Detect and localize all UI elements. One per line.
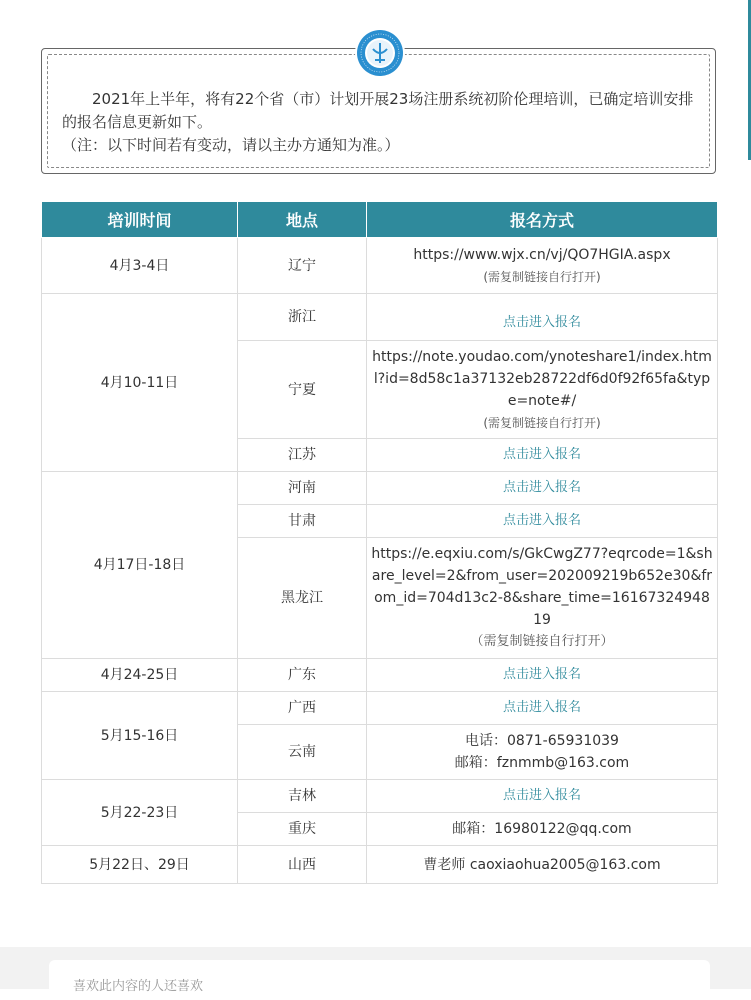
place-cell: 黑龙江 (238, 538, 367, 659)
date-cell: 4月10-11日 (42, 294, 238, 472)
place-cell: 江苏 (238, 439, 367, 472)
date-cell: 4月17日-18日 (42, 472, 238, 659)
training-schedule-table (41, 201, 718, 884)
copy-note: (需复制链接自行打开) (483, 269, 601, 284)
place-cell: 浙江 (238, 294, 367, 341)
signup-link[interactable]: 点击进入报名 (502, 700, 581, 715)
signup-cell (367, 505, 718, 538)
table-row (42, 238, 718, 294)
email-text[interactable]: 邮箱：fznmmb@163.com (454, 755, 630, 771)
signup-link[interactable]: 点击进入报名 (502, 447, 581, 462)
signup-link[interactable]: 点击进入报名 (502, 513, 581, 528)
copy-note: (需复制链接自行打开) (483, 415, 601, 430)
signup-cell (367, 813, 718, 846)
place-cell: 甘肃 (238, 505, 367, 538)
table-row (42, 780, 718, 813)
signup-cell (367, 238, 718, 294)
place-cell: 山西 (238, 846, 367, 884)
date-cell: 5月22-23日 (42, 780, 238, 846)
phone-text: 电话：0871-65931039 (465, 733, 619, 749)
signup-link[interactable]: 点击进入报名 (502, 480, 581, 495)
related-content-card (49, 960, 710, 1000)
notice-line-2: （注：以下时间若有变动，请以主办方通知为准。） (62, 136, 400, 154)
related-content-label: 喜欢此内容的人还喜欢 (73, 979, 204, 994)
date-cell: 5月22日、29日 (42, 846, 238, 884)
signup-cell (367, 472, 718, 505)
notice-text (62, 88, 702, 157)
place-cell: 宁夏 (238, 341, 367, 439)
table-row (42, 472, 718, 505)
date-cell: 5月15-16日 (42, 692, 238, 780)
table-row (42, 294, 718, 341)
signup-cell (367, 439, 718, 472)
header-signup: 报名方式 (367, 202, 718, 238)
signup-cell (367, 780, 718, 813)
association-emblem-icon (354, 27, 406, 79)
signup-url[interactable]: https://e.eqxiu.com/s/GkCwgZ77?eqrcode=1&share_level=2&from_user=202009219b652e30&from_id=704d13c2-8&share_time=1616732494819 (371, 546, 713, 628)
contact-text[interactable]: 曹老师 caoxiaohua2005@163.com (423, 856, 661, 873)
signup-cell (367, 341, 718, 439)
table-row (42, 659, 718, 692)
place-cell: 河南 (238, 472, 367, 505)
date-cell: 4月24-25日 (42, 659, 238, 692)
email-text[interactable]: 邮箱：16980122@qq.com (452, 821, 632, 837)
notice-line-1: 2021年上半年，将有22个省（市）计划开展23场注册系统初阶伦理培训，已确定培训安排的报名信息更新如下。 (62, 90, 694, 131)
signup-cell (367, 692, 718, 725)
place-cell: 广东 (238, 659, 367, 692)
table-row (42, 692, 718, 725)
header-place: 地点 (238, 202, 367, 238)
signup-url[interactable]: https://note.youdao.com/ynoteshare1/index.html?id=8d58c1a37132eb28722df6d0f92f65fa&type=note#/ (372, 348, 712, 409)
signup-link[interactable]: 点击进入报名 (502, 315, 581, 330)
copy-note: （需复制链接自行打开） (470, 634, 614, 649)
signup-link[interactable]: 点击进入报名 (502, 788, 581, 803)
place-cell: 吉林 (238, 780, 367, 813)
place-cell: 重庆 (238, 813, 367, 846)
signup-cell (367, 659, 718, 692)
table-row (42, 846, 718, 884)
date-cell: 4月3-4日 (42, 238, 238, 294)
signup-link[interactable]: 点击进入报名 (502, 667, 581, 682)
signup-cell (367, 725, 718, 780)
table-header-row (42, 202, 718, 238)
signup-cell (367, 538, 718, 659)
signup-cell (367, 846, 718, 884)
place-cell: 云南 (238, 725, 367, 780)
signup-url[interactable]: https://www.wjx.cn/vj/QO7HGIA.aspx (413, 246, 671, 263)
signup-cell (367, 294, 718, 341)
place-cell: 广西 (238, 692, 367, 725)
place-cell: 辽宁 (238, 238, 367, 294)
header-time: 培训时间 (42, 202, 238, 238)
